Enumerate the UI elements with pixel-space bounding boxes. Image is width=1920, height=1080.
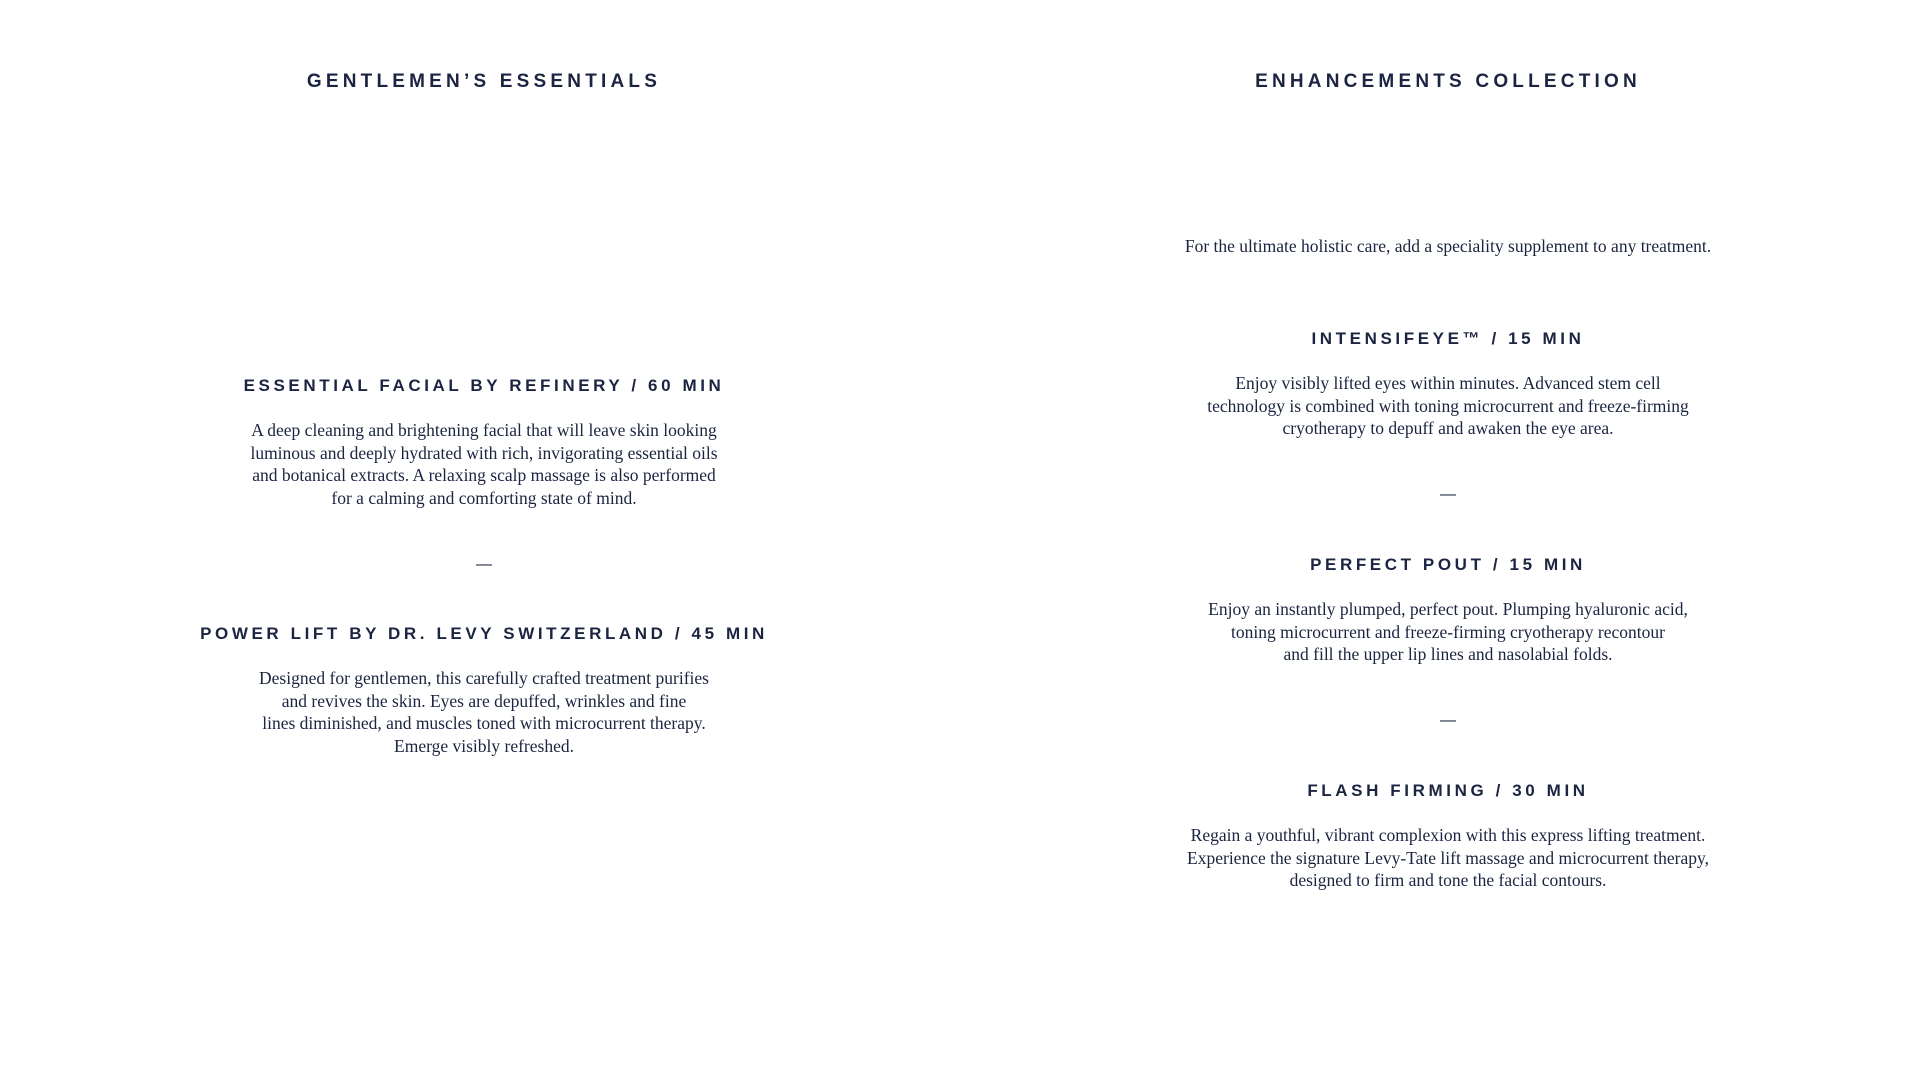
intensifeye-description [1098,372,1798,440]
section-divider: — [1440,712,1456,729]
description-line: cryotherapy to depuff and awaken the eye area. [1282,418,1614,439]
gentlemens-essentials-heading: GENTLEMEN’S ESSENTIALS [306,71,662,92]
enhancements-collection-heading: ENHANCEMENTS COLLECTION [1255,71,1641,92]
description-line: and revives the skin. Eyes are depuffed, wrinkles and fine [281,690,687,711]
description-line: Enjoy an instantly plumped, perfect pout. Plumping hyaluronic acid, [1208,599,1688,619]
description-line: lines diminished, and muscles toned with microcurrent therapy. [262,713,706,734]
description-line: toning microcurrent and freeze-firming cryotherapy recontour [1231,621,1665,642]
description-line: and botanical extracts. A relaxing scalp massage is also performed [252,465,716,486]
description-line: Experience the signature Levy-Tate lift massage and microcurrent therapy, [1187,847,1709,868]
perfect-pout-description [1098,598,1798,666]
power-lift-description [184,667,784,758]
essential-facial-description [184,419,784,510]
description-line: Enjoy visibly lifted eyes within minutes. Advanced stem cell [1235,373,1661,393]
perfect-pout-title: PERFECT POUT / 15 MIN [1310,555,1586,574]
section-divider: — [476,556,492,573]
description-line: designed to firm and tone the facial contours. [1289,870,1607,891]
description-line: Regain a youthful, vibrant complexion with this express lifting treatment. [1190,825,1706,845]
description-line: Emerge visibly refreshed. [394,736,574,757]
description-line: for a calming and comforting state of mind. [331,488,637,509]
power-lift-title: POWER LIFT BY DR. LEVY SWITZERLAND / 45 MIN [200,624,768,643]
description-line: technology is combined with toning microcurrent and freeze-firming [1207,395,1689,416]
description-line: A deep cleaning and brightening facial that will leave skin looking [251,420,717,440]
flash-firming-description [1098,824,1798,892]
enhancements-intro: For the ultimate holistic care, add a speciality supplement to any treatment. [1184,236,1712,256]
section-divider: — [1440,486,1456,503]
description-line: luminous and deeply hydrated with rich, invigorating essential oils [250,442,718,463]
description-line: Designed for gentlemen, this carefully crafted treatment purifies [259,668,709,688]
essential-facial-title: ESSENTIAL FACIAL BY REFINERY / 60 MIN [243,376,725,395]
flash-firming-title: FLASH FIRMING / 30 MIN [1307,781,1589,800]
intensifeye-title: INTENSIFEYE™ / 15 MIN [1311,329,1585,348]
description-line: and fill the upper lip lines and nasolabial folds. [1283,644,1613,665]
